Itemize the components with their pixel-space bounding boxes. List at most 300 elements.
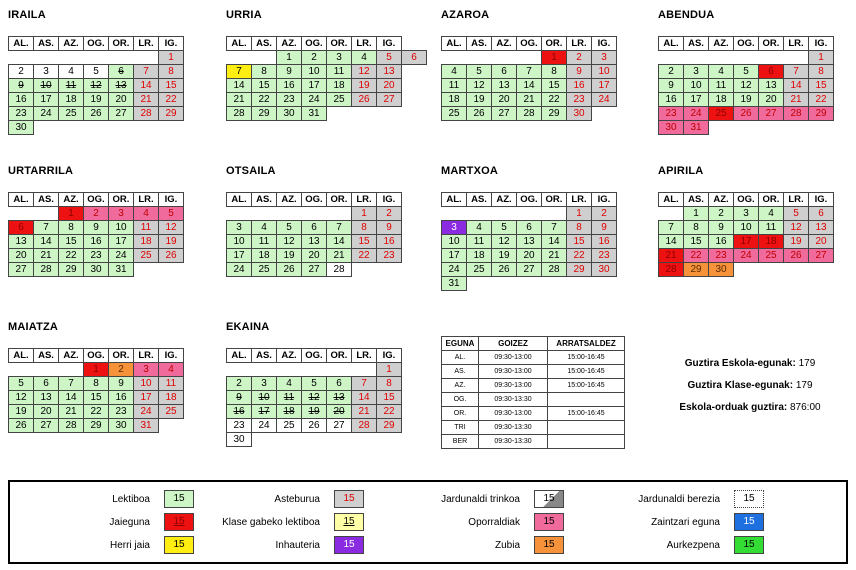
day-cell: 30 [567, 107, 592, 121]
weekday-header: LR. [784, 37, 809, 51]
day-cell: 10 [109, 221, 134, 235]
day-cell: 24 [134, 405, 159, 419]
day-cell: 12 [784, 221, 809, 235]
day-cell: 19 [784, 235, 809, 249]
day-cell: 11 [759, 221, 784, 235]
day-cell: 20 [809, 235, 834, 249]
weekday-header: OR. [759, 193, 784, 207]
day-cell: 14 [59, 391, 84, 405]
weekday-header: LR. [134, 349, 159, 363]
total-label: Guztira Eskola-egunak: [684, 358, 796, 369]
day-cell: 23 [227, 419, 252, 433]
day-cell: 7 [517, 65, 542, 79]
day-cell: 20 [492, 93, 517, 107]
day-cell: 2 [659, 65, 684, 79]
month-title: MARTXOA [441, 165, 499, 177]
day-cell: 30 [109, 419, 134, 433]
day-cell: 15 [542, 79, 567, 93]
weekday-header: OG. [734, 37, 759, 51]
day-cell: 7 [59, 377, 84, 391]
day-cell: 28 [227, 107, 252, 121]
month-ekaina [226, 320, 402, 447]
day-cell: 2 [567, 51, 592, 65]
weekday-header: OG. [84, 37, 109, 51]
day-cell: 22 [59, 249, 84, 263]
day-cell: 6 [327, 377, 352, 391]
day-cell: 28 [517, 107, 542, 121]
day-cell: 13 [327, 391, 352, 405]
weekday-header: AL. [227, 349, 252, 363]
day-cell: 11 [252, 235, 277, 249]
day-cell: 20 [34, 405, 59, 419]
day-cell: 17 [252, 405, 277, 419]
day-cell: 17 [442, 249, 467, 263]
day-cell: 23 [592, 249, 617, 263]
day-cell: 13 [809, 221, 834, 235]
day-cell: 10 [227, 235, 252, 249]
day-cell: 28 [134, 107, 159, 121]
schedule-cell [548, 421, 625, 435]
day-cell: 25 [252, 263, 277, 277]
day-cell: 3 [109, 207, 134, 221]
day-cell: 21 [784, 93, 809, 107]
day-cell: 18 [59, 93, 84, 107]
day-cell: 29 [567, 263, 592, 277]
day-cell: 14 [34, 235, 59, 249]
day-cell: 4 [759, 207, 784, 221]
day-cell: 12 [9, 391, 34, 405]
month-title: EKAINA [226, 321, 270, 333]
legend-label: Jardunaldi berezia [638, 493, 720, 505]
day-cell: 25 [327, 93, 352, 107]
day-cell: 5 [159, 207, 184, 221]
legend-item [20, 513, 194, 531]
day-cell: 6 [34, 377, 59, 391]
day-cell: 21 [542, 249, 567, 263]
legend-swatch: 15 [734, 536, 764, 554]
day-cell: 24 [252, 419, 277, 433]
month-title: MAIATZA [8, 321, 59, 333]
legend-swatch: 15 [334, 490, 364, 508]
schedule-cell: AZ. [442, 379, 479, 393]
day-cell: 2 [709, 207, 734, 221]
weekday-header: IG. [809, 193, 834, 207]
day-cell: 8 [159, 65, 184, 79]
day-cell: 12 [277, 235, 302, 249]
day-cell: 25 [59, 107, 84, 121]
day-cell: 21 [352, 405, 377, 419]
day-cell: 1 [567, 207, 592, 221]
day-cell: 29 [809, 107, 834, 121]
weekday-header: AL. [227, 37, 252, 51]
day-cell: 5 [377, 51, 402, 65]
day-cell: 26 [277, 263, 302, 277]
day-cell: 5 [492, 221, 517, 235]
day-cell: 25 [159, 405, 184, 419]
weekday-header: IG. [159, 37, 184, 51]
day-cell: 28 [542, 263, 567, 277]
legend-swatch: 15 [734, 513, 764, 531]
weekday-header: AS. [467, 193, 492, 207]
day-cell: 9 [109, 377, 134, 391]
day-cell: 18 [327, 79, 352, 93]
day-cell: 14 [517, 79, 542, 93]
weekday-header: AL. [442, 193, 467, 207]
weekday-header: OR. [327, 193, 352, 207]
day-cell: 18 [252, 249, 277, 263]
legend-label: Oporraldiak [468, 516, 520, 528]
day-cell: 8 [684, 221, 709, 235]
day-cell: 30 [277, 107, 302, 121]
schedule-cell: 15:00-16:45 [548, 379, 625, 393]
day-cell: 26 [492, 263, 517, 277]
day-cell: 21 [327, 249, 352, 263]
day-cell: 3 [684, 65, 709, 79]
day-cell: 11 [467, 235, 492, 249]
day-cell: 16 [277, 79, 302, 93]
day-cell: 10 [684, 79, 709, 93]
weekday-header: IG. [592, 37, 617, 51]
weekday-header: AS. [34, 37, 59, 51]
weekday-header: OR. [109, 349, 134, 363]
day-cell: 25 [709, 107, 734, 121]
day-cell: 20 [517, 249, 542, 263]
month-abendua [658, 8, 834, 135]
day-cell: 5 [734, 65, 759, 79]
day-cell: 24 [592, 93, 617, 107]
day-cell: 3 [734, 207, 759, 221]
day-cell: 19 [84, 93, 109, 107]
weekday-header: IG. [377, 37, 402, 51]
day-cell: 23 [84, 249, 109, 263]
day-cell: 26 [9, 419, 34, 433]
weekday-header: AZ. [277, 349, 302, 363]
weekday-header: OR. [327, 349, 352, 363]
day-cell: 1 [809, 51, 834, 65]
day-cell: 8 [84, 377, 109, 391]
day-cell: 19 [352, 79, 377, 93]
total-value: 179 [793, 380, 813, 391]
day-cell: 3 [327, 51, 352, 65]
day-cell: 16 [592, 235, 617, 249]
day-cell: 26 [159, 249, 184, 263]
day-cell: 4 [709, 65, 734, 79]
day-cell: 30 [592, 263, 617, 277]
weekday-header: AL. [9, 349, 34, 363]
day-cell: 12 [159, 221, 184, 235]
legend-item [590, 536, 764, 554]
schedule-cell: 09:30-13:00 [479, 351, 548, 365]
schedule-cell: AL. [442, 351, 479, 365]
legend-label: Klase gabeko lektiboa [222, 516, 320, 528]
legend-label: Herri jaia [109, 539, 150, 551]
day-cell: 19 [277, 249, 302, 263]
schedule-cell: 09:30-13:30 [479, 421, 548, 435]
day-cell: 23 [277, 93, 302, 107]
weekday-header: AZ. [492, 37, 517, 51]
day-cell: 1 [684, 207, 709, 221]
weekday-header: AL. [9, 193, 34, 207]
day-cell: 22 [809, 93, 834, 107]
day-cell: 4 [467, 221, 492, 235]
day-cell: 2 [9, 65, 34, 79]
day-cell: 13 [492, 79, 517, 93]
weekday-header: OG. [302, 193, 327, 207]
day-cell: 14 [784, 79, 809, 93]
schedule-cell [548, 435, 625, 449]
month-otsaila [226, 164, 402, 277]
day-cell: 15 [377, 391, 402, 405]
day-cell: 22 [252, 93, 277, 107]
month-title: AZAROA [441, 9, 490, 21]
day-cell: 10 [734, 221, 759, 235]
day-cell: 31 [134, 419, 159, 433]
day-cell: 22 [159, 93, 184, 107]
legend-item [190, 490, 364, 508]
month-azaroa [441, 8, 617, 121]
schedule-cell: AS. [442, 365, 479, 379]
month-title: URTARRILA [8, 165, 74, 177]
schedule-cell: TRI [442, 421, 479, 435]
day-cell: 26 [302, 419, 327, 433]
day-cell: 17 [592, 79, 617, 93]
day-cell: 27 [759, 107, 784, 121]
day-cell: 21 [227, 93, 252, 107]
day-cell: 28 [327, 263, 352, 277]
day-cell: 27 [492, 107, 517, 121]
day-cell: 2 [377, 207, 402, 221]
day-cell: 23 [567, 93, 592, 107]
schedule-header: GOIZEZ [479, 337, 548, 351]
day-cell: 8 [252, 65, 277, 79]
day-cell: 14 [134, 79, 159, 93]
day-cell: 11 [277, 391, 302, 405]
day-cell: 20 [327, 405, 352, 419]
day-cell: 8 [542, 65, 567, 79]
weekday-header: LR. [567, 37, 592, 51]
day-cell: 12 [734, 79, 759, 93]
schedule-cell: 09:30-13:30 [479, 393, 548, 407]
day-cell: 28 [34, 263, 59, 277]
schedule-cell: 09:30-13:00 [479, 365, 548, 379]
weekday-header: AL. [659, 37, 684, 51]
day-cell: 15 [352, 235, 377, 249]
schedule-cell: 15:00-16:45 [548, 351, 625, 365]
day-cell: 25 [442, 107, 467, 121]
weekday-header: IG. [377, 193, 402, 207]
day-cell: 15 [159, 79, 184, 93]
day-cell: 27 [517, 263, 542, 277]
day-cell: 13 [109, 79, 134, 93]
day-cell: 7 [352, 377, 377, 391]
weekday-header: OR. [109, 37, 134, 51]
day-cell: 4 [159, 363, 184, 377]
day-cell: 6 [517, 221, 542, 235]
day-cell: 20 [9, 249, 34, 263]
month-title: APIRILA [658, 165, 704, 177]
day-cell: 10 [442, 235, 467, 249]
weekday-header: LR. [352, 37, 377, 51]
day-cell: 26 [467, 107, 492, 121]
day-cell: 14 [227, 79, 252, 93]
day-cell: 12 [302, 391, 327, 405]
day-cell: 25 [277, 419, 302, 433]
day-cell: 2 [592, 207, 617, 221]
legend-item [390, 536, 564, 554]
schedule-header: ARRATSALDEZ [548, 337, 625, 351]
day-cell: 1 [542, 51, 567, 65]
day-cell: 9 [592, 221, 617, 235]
day-cell: 15 [252, 79, 277, 93]
day-cell: 7 [227, 65, 252, 79]
day-cell: 25 [759, 249, 784, 263]
schedule-cell: 09:30-13:00 [479, 379, 548, 393]
schedule-cell: 15:00-16:45 [548, 407, 625, 421]
day-cell: 3 [34, 65, 59, 79]
day-cell: 3 [442, 221, 467, 235]
weekday-header: OR. [327, 37, 352, 51]
total-row [650, 356, 850, 378]
month-martxoa [441, 164, 617, 291]
weekday-header: AZ. [59, 349, 84, 363]
weekday-header: LR. [352, 193, 377, 207]
day-cell: 14 [327, 235, 352, 249]
day-cell: 24 [442, 263, 467, 277]
weekday-header: AZ. [709, 37, 734, 51]
legend-item [390, 490, 564, 508]
day-cell: 30 [709, 263, 734, 277]
legend-label: Aurkezpena [666, 539, 720, 551]
day-cell: 18 [759, 235, 784, 249]
day-cell: 7 [542, 221, 567, 235]
legend-label: Jaieguna [109, 516, 150, 528]
schedule-cell: OR. [442, 407, 479, 421]
day-cell: 18 [467, 249, 492, 263]
weekday-header: IG. [159, 349, 184, 363]
day-cell: 16 [709, 235, 734, 249]
day-cell: 5 [84, 65, 109, 79]
day-cell: 27 [327, 419, 352, 433]
day-cell: 29 [684, 263, 709, 277]
month-apirila [658, 164, 834, 277]
day-cell: 30 [84, 263, 109, 277]
total-label: Eskola-orduak guztira: [679, 402, 788, 413]
day-cell: 11 [442, 79, 467, 93]
weekday-header: IG. [159, 193, 184, 207]
schedule-cell: OG. [442, 393, 479, 407]
day-cell: 16 [9, 93, 34, 107]
day-cell: 24 [302, 93, 327, 107]
weekday-header: AS. [684, 193, 709, 207]
day-cell: 21 [34, 249, 59, 263]
day-cell: 9 [709, 221, 734, 235]
day-cell: 1 [84, 363, 109, 377]
day-cell: 16 [227, 405, 252, 419]
day-cell: 4 [134, 207, 159, 221]
day-cell: 15 [59, 235, 84, 249]
day-cell: 22 [352, 249, 377, 263]
day-cell: 26 [734, 107, 759, 121]
day-cell: 2 [227, 377, 252, 391]
weekday-header: OG. [302, 37, 327, 51]
day-cell: 13 [34, 391, 59, 405]
day-cell: 26 [84, 107, 109, 121]
day-cell: 13 [377, 65, 402, 79]
day-cell: 1 [277, 51, 302, 65]
weekday-header: OR. [109, 193, 134, 207]
day-cell: 10 [134, 377, 159, 391]
day-cell: 27 [809, 249, 834, 263]
day-cell: 23 [9, 107, 34, 121]
day-cell: 7 [327, 221, 352, 235]
day-cell: 27 [302, 263, 327, 277]
day-cell: 25 [134, 249, 159, 263]
total-value: 876:00 [787, 402, 821, 413]
day-cell: 14 [659, 235, 684, 249]
legend-label: Zubia [494, 539, 520, 551]
day-cell: 3 [592, 51, 617, 65]
day-cell: 7 [784, 65, 809, 79]
total-row [650, 400, 850, 422]
day-cell: 7 [134, 65, 159, 79]
day-cell: 20 [377, 79, 402, 93]
month-title: ABENDUA [658, 9, 715, 21]
day-cell: 13 [517, 235, 542, 249]
day-cell: 15 [84, 391, 109, 405]
legend-label: Zaintzari eguna [651, 516, 720, 528]
day-cell: 21 [59, 405, 84, 419]
weekday-header: OG. [302, 349, 327, 363]
day-cell: 24 [734, 249, 759, 263]
day-cell: 12 [352, 65, 377, 79]
schedule-table [441, 336, 625, 449]
day-cell: 27 [9, 263, 34, 277]
day-cell: 5 [277, 221, 302, 235]
weekday-header: IG. [377, 349, 402, 363]
day-cell: 21 [659, 249, 684, 263]
weekday-header: AZ. [277, 193, 302, 207]
weekday-header: OG. [517, 37, 542, 51]
legend-label: Asteburua [274, 493, 320, 505]
weekday-header: OR. [542, 37, 567, 51]
day-cell: 23 [377, 249, 402, 263]
weekday-header: LR. [134, 37, 159, 51]
day-cell: 6 [759, 65, 784, 79]
day-cell: 5 [302, 377, 327, 391]
legend-label: Jardunaldi trinkoa [441, 493, 520, 505]
day-cell: 19 [492, 249, 517, 263]
day-cell: 21 [517, 93, 542, 107]
day-cell: 18 [442, 93, 467, 107]
day-cell: 20 [302, 249, 327, 263]
day-cell: 16 [109, 391, 134, 405]
day-cell: 18 [709, 93, 734, 107]
day-cell: 6 [9, 221, 34, 235]
weekday-header: AS. [252, 37, 277, 51]
day-cell: 28 [659, 263, 684, 277]
day-cell: 16 [84, 235, 109, 249]
day-cell: 9 [84, 221, 109, 235]
schedule-cell: 15:00-16:45 [548, 365, 625, 379]
day-cell: 6 [809, 207, 834, 221]
day-cell: 17 [684, 93, 709, 107]
legend-swatch: 15 [734, 490, 764, 508]
day-cell: 31 [684, 121, 709, 135]
day-cell: 25 [467, 263, 492, 277]
legend-item [20, 536, 194, 554]
day-cell: 20 [759, 93, 784, 107]
legend-swatch: 15 [534, 513, 564, 531]
